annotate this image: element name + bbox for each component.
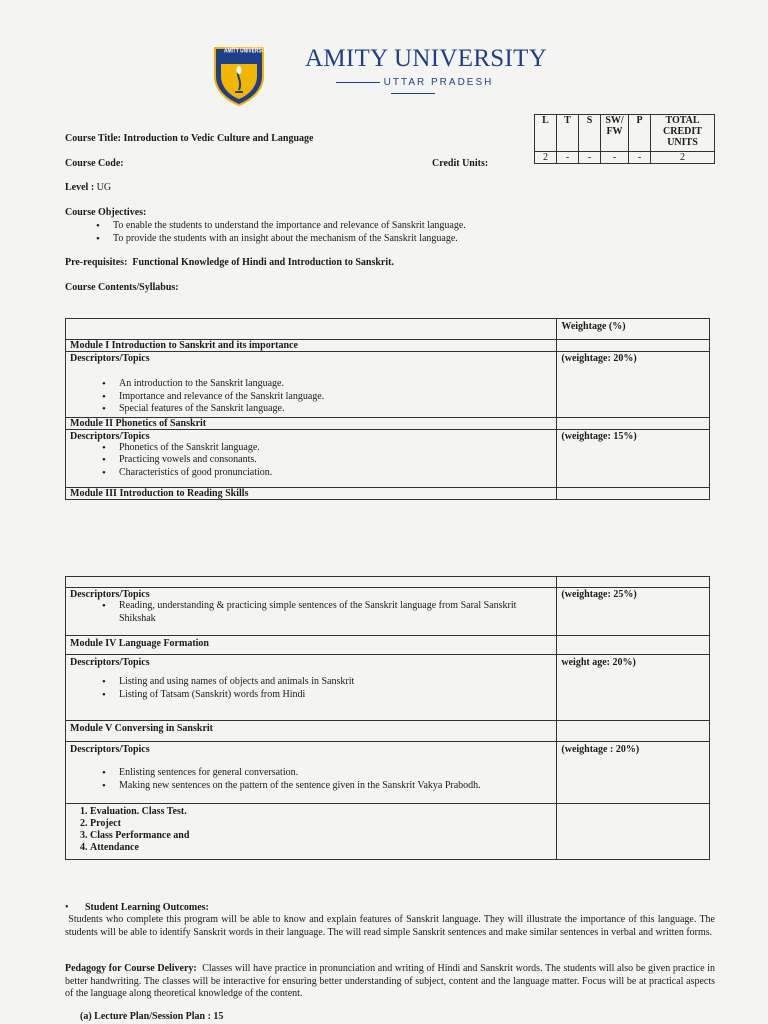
credit-header-total: TOTAL CREDIT UNITS — [651, 115, 715, 152]
credit-value-l: 2 — [535, 152, 557, 164]
credit-header-swfw: SW/ FW — [601, 115, 629, 152]
module-4-weightage: weight age: 20%) — [557, 655, 710, 721]
module-5-descriptors: Descriptors/Topics • Enlisting sentences for general conversation. • Making new sentences on the pattern of the sentence given in the Sanskrit Vakya Prabodh. — [66, 742, 557, 804]
module-2-topics — [102, 442, 552, 480]
syllabus-table-bottom — [65, 576, 710, 860]
topic-item: • Special features of the Sanskrit language. — [102, 403, 552, 416]
outcomes-heading: • Student Learning Outcomes: — [65, 902, 209, 913]
module-2-descriptors: Descriptors/Topics • Phonetics of the Sanskrit language. • Practicing vowels and consonants. • Characteristics of good pronunciation. — [66, 429, 557, 487]
module-3-weightage: (weightage: 25%) — [557, 588, 710, 636]
objective-item: • To provide the students with an insight about the mechanism of the Sanskrit language. — [96, 233, 466, 246]
credit-value-t: - — [557, 152, 579, 164]
module-1-topics — [102, 378, 552, 416]
module-3-descriptors: Descriptors/Topics • Reading, understanding & practicing simple sentences of the Sanskrit language from Saral Sanskrit Shikshak — [66, 588, 557, 636]
module-1-title: Module I Introduction to Sanskrit and its importance — [66, 340, 557, 352]
topic-item: • Listing and using names of objects and animals in Sanskrit — [102, 676, 552, 689]
module-2-title: Module II Phonetics of Sanskrit — [66, 417, 557, 429]
topic-item: • Characteristics of good pronunciation. — [102, 467, 552, 480]
objectives-list — [96, 220, 466, 245]
module-4-topics — [102, 676, 552, 701]
prerequisites: Pre-requisites: Functional Knowledge of Hindi and Introduction to Sanskrit. — [65, 257, 394, 268]
topic-item: • Phonetics of the Sanskrit language. — [102, 442, 552, 455]
course-code-label: Course Code: — [65, 158, 124, 169]
module-2-weightage: (weightage: 15%) — [557, 429, 710, 487]
course-level: Level : UG — [65, 182, 112, 193]
module-5-title: Module V Conversing in Sanskrit — [66, 721, 557, 742]
topic-item: • Listing of Tatsam (Sanskrit) words from Hindi — [102, 689, 552, 702]
topic-item: • An introduction to the Sanskrit language. — [102, 378, 552, 391]
evaluation-item: 4. Attendance — [90, 842, 552, 854]
logo-text: AMITY UNIVERSITY — [224, 46, 269, 55]
credit-header-p: P — [629, 115, 651, 152]
course-title: Course Title: Introduction to Vedic Culture and Language — [65, 133, 314, 144]
module-1-weightage: (weightage: 20%) — [557, 352, 710, 418]
pedagogy-paragraph: Pedagogy for Course Delivery: Classes will have practice in pronunciation and writing of Hindi and Sanskrit words. The students will also be given practice in better handwriting. The classes will be interactive for ensuring better understanding of subject, content and the language matter. Focus will be at practical aspects of the language along theoretical knowledge of the content. — [65, 963, 716, 999]
topic-item: • Reading, understanding & practicing simple sentences of the Sanskrit language from Saral Sanskrit Shikshak — [102, 600, 552, 625]
evaluation-item: 1. Evaluation. Class Test. — [90, 806, 552, 818]
credit-header-t: T — [557, 115, 579, 152]
evaluation-list — [70, 806, 552, 854]
credit-units-label: Credit Units: — [432, 158, 489, 169]
credit-value-s: - — [579, 152, 601, 164]
topic-item: • Importance and relevance of the Sanskrit language. — [102, 391, 552, 404]
university-shield-logo — [213, 46, 269, 106]
credit-units-table — [534, 114, 715, 164]
evaluation-item: 3. Class Performance and — [90, 830, 552, 842]
topic-item: • Practicing vowels and consonants. — [102, 454, 552, 467]
lecture-plan-heading: (a) Lecture Plan/Session Plan : 15 — [80, 1011, 224, 1022]
university-location: UTTAR PRADESH — [310, 77, 515, 99]
module-3-title: Module III Introduction to Reading Skills — [66, 487, 557, 499]
module-5-weightage: (weightage : 20%) — [557, 742, 710, 804]
evaluation-cell — [66, 804, 557, 860]
credit-value-p: - — [629, 152, 651, 164]
credit-header-s: S — [579, 115, 601, 152]
objective-item: • To enable the students to understand the importance and relevance of Sanskrit language. — [96, 220, 466, 233]
credit-header-l: L — [535, 115, 557, 152]
credit-value-total: 2 — [651, 152, 715, 164]
module-3-topics — [102, 600, 552, 625]
credit-value-swfw: - — [601, 152, 629, 164]
topic-item: • Making new sentences on the pattern of the sentence given in the Sanskrit Vakya Prabodh. — [102, 780, 552, 793]
syllabus-table-top — [65, 318, 710, 500]
objectives-heading: Course Objectives: — [65, 207, 147, 218]
topic-item: • Enlisting sentences for general conversation. — [102, 767, 552, 780]
university-name: AMITY UNIVERSITY — [305, 45, 548, 72]
outcomes-text: Students who complete this program will be able to know and explain features of Sanskrit language. They will illustrate the importance of this language. The students will be able to identify Sanskrit words in their language. The will read simple Sanskrit sentences and make similar sentences in verbal and written forms. — [65, 914, 715, 938]
weightage-header: Weightage (%) — [557, 319, 710, 340]
evaluation-item: 2. Project — [90, 818, 552, 830]
module-1-descriptors: Descriptors/Topics • An introduction to the Sanskrit language. • Importance and relevance of the Sanskrit language. • Special features of the Sanskrit language. — [66, 352, 557, 418]
module-4-title: Module IV Language Formation — [66, 636, 557, 655]
contents-heading: Course Contents/Syllabus: — [65, 282, 179, 293]
module-5-topics — [102, 767, 552, 792]
module-4-descriptors: Descriptors/Topics • Listing and using names of objects and animals in Sanskrit • Listing of Tatsam (Sanskrit) words from Hindi — [66, 655, 557, 721]
